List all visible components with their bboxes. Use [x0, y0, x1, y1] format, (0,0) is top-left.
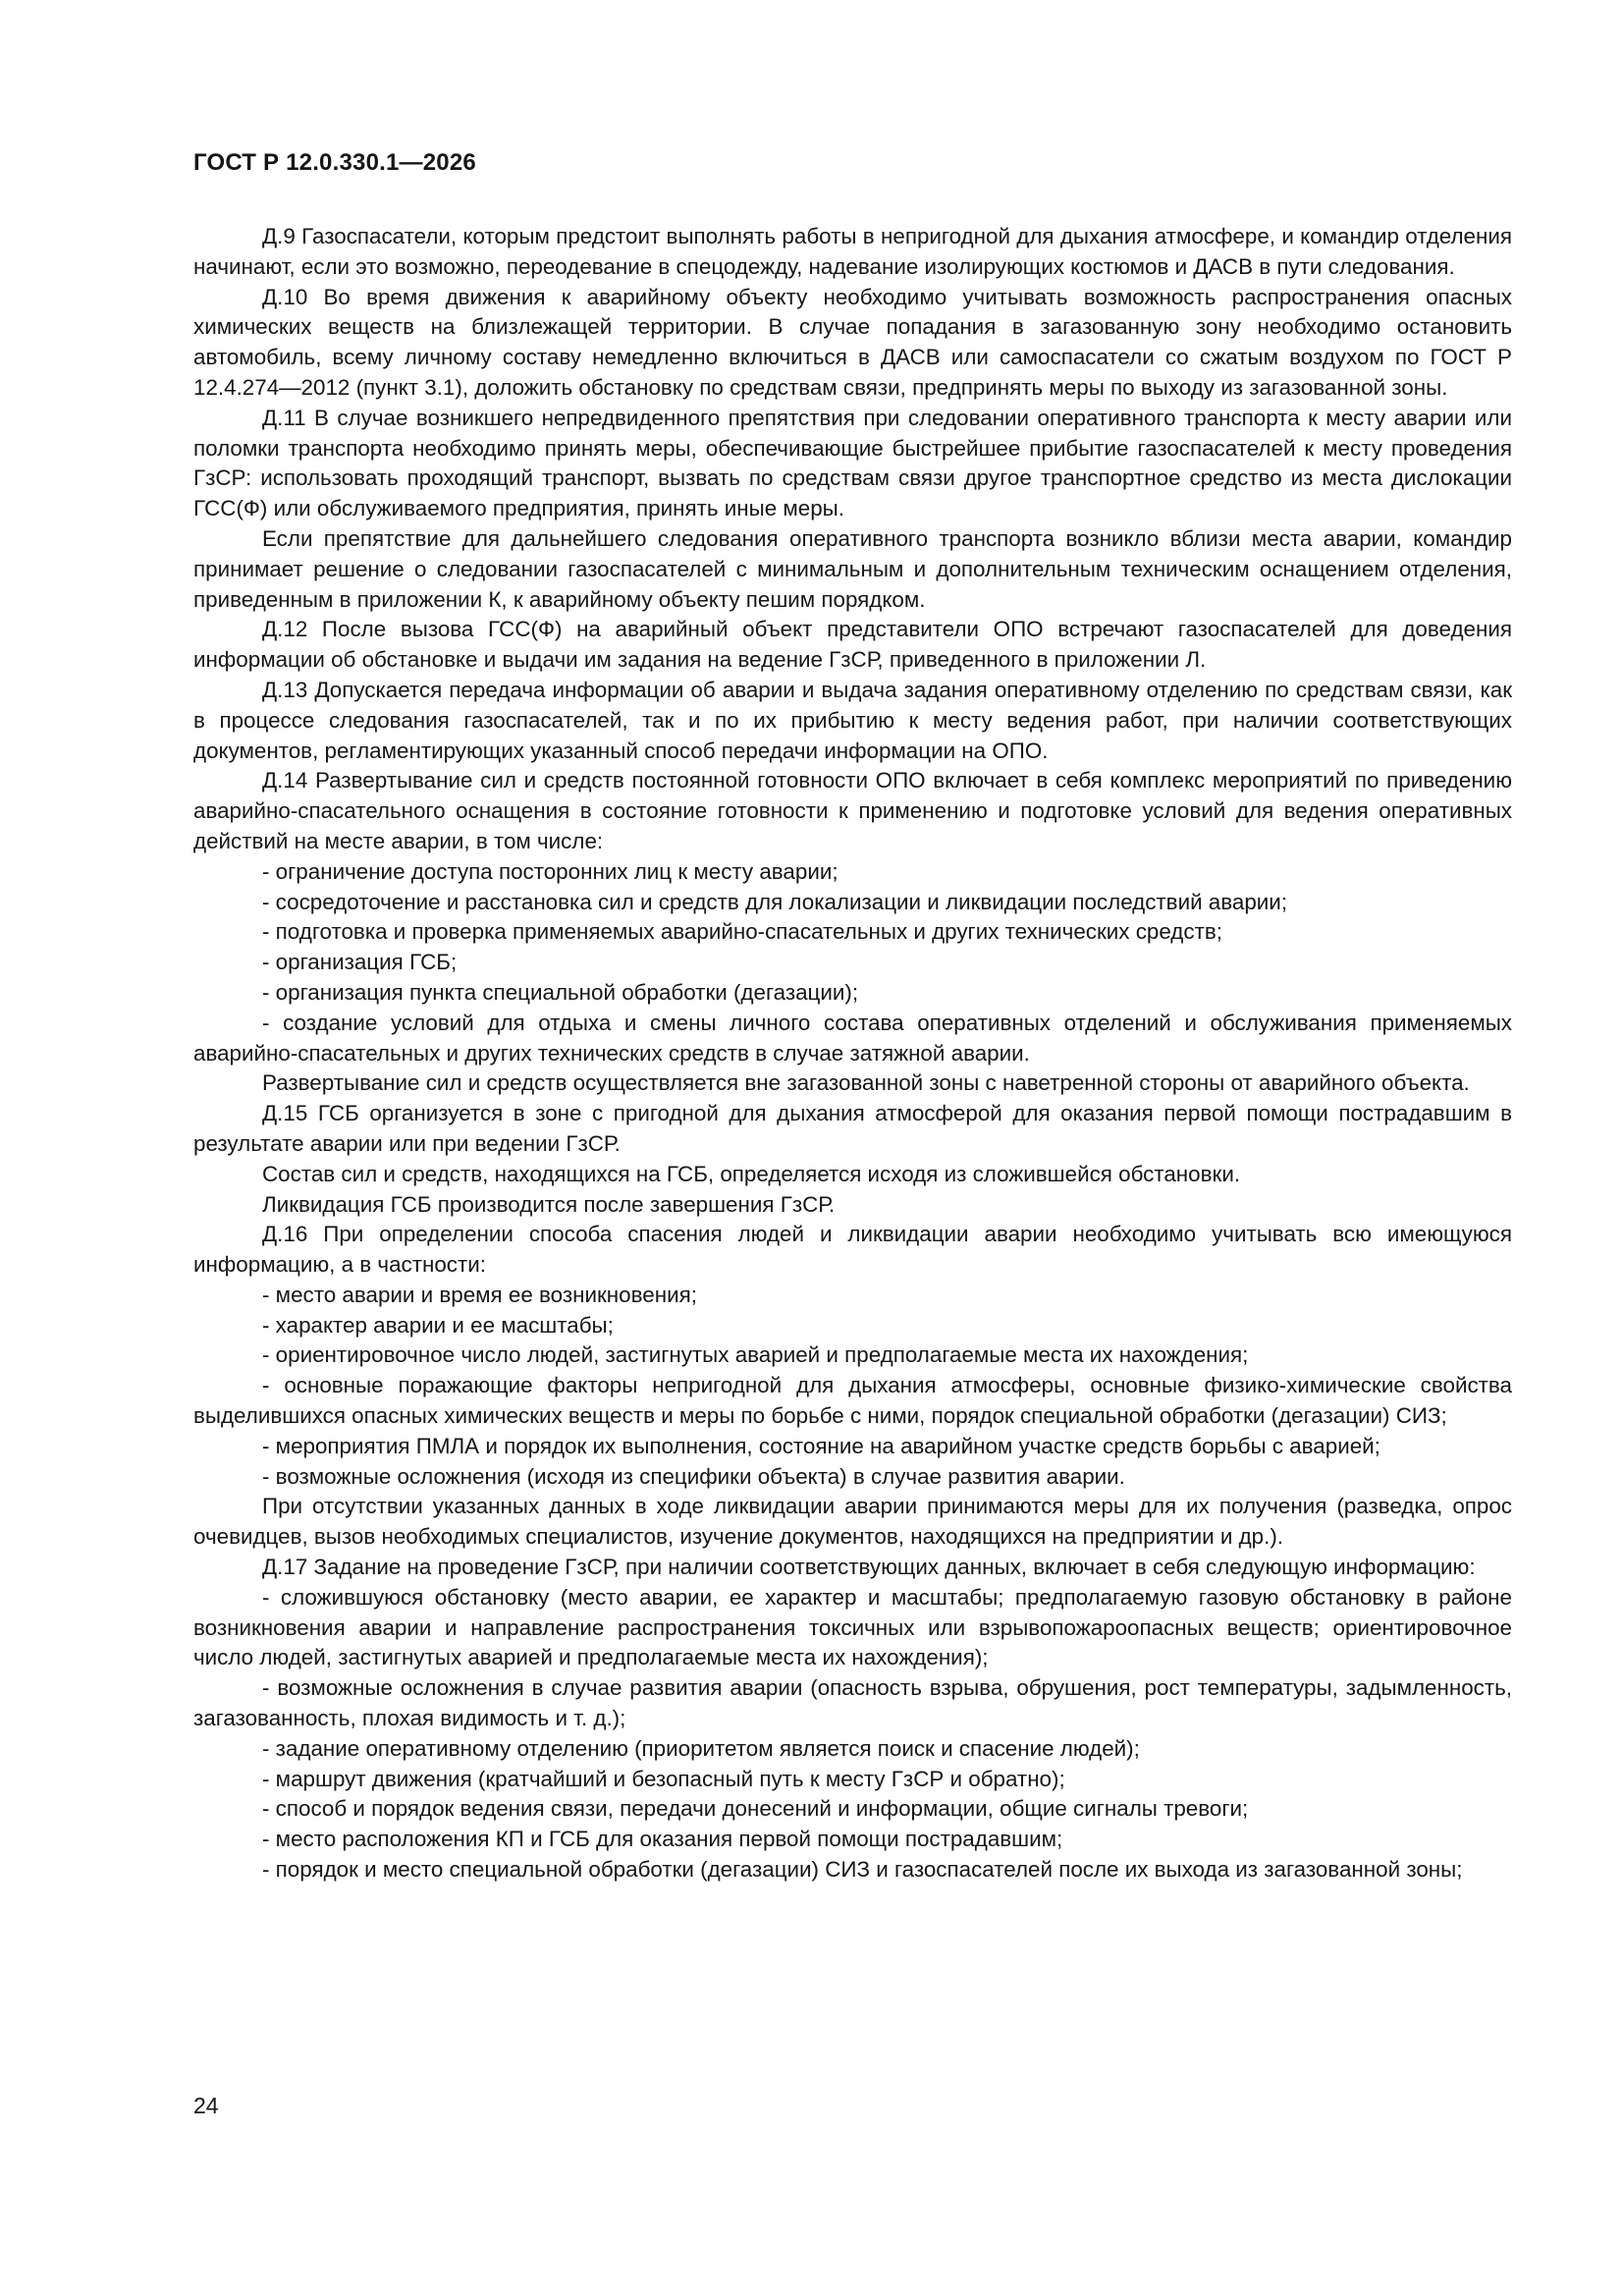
document-body [193, 222, 1512, 1886]
list-item: - мероприятия ПМЛА и порядок их выполнения, состояние на аварийном участке средств борьбы с аварией; [262, 1433, 1380, 1458]
list-item: - возможные осложнения в случае развития аварии (опасность взрыва, обрушения, рост температуры, задымленность, загазованность, плохая видимость и т. д.); [193, 1675, 1512, 1731]
list-item: - способ и порядок ведения связи, передачи донесений и информации, общие сигналы тревоги; [262, 1796, 1249, 1822]
list-item: - задание оперативному отделению (приоритетом является поиск и спасение людей); [262, 1735, 1140, 1761]
paragraph: Развертывание сил и средств осуществляется вне загазованной зоны с наветренной стороны от аварийного объекта. [262, 1070, 1470, 1096]
paragraph: При отсутствии указанных данных в ходе ликвидации аварии принимаются меры для их получения (разведка, опрос очевидцев, вызов необходимых специалистов, изучение документов, находящихся на предприятии и др.). [193, 1494, 1512, 1550]
list-item: - основные поражающие факторы непригодной для дыхания атмосферы, основные физико-химические свойства выделившихся опасных химических веществ и меры по борьбе с ними, порядок специальной обработки (дегазации) СИЗ; [193, 1373, 1512, 1429]
list-item: - организация пункта специальной обработки (дегазации); [262, 979, 859, 1005]
list-item: - возможные осложнения (исходя из специфики объекта) в случае развития аварии. [262, 1463, 1125, 1489]
list-item: - маршрут движения (кратчайший и безопасный путь к месту ГзСР и обратно); [262, 1766, 1065, 1791]
paragraph: Д.16 При определении способа спасения людей и ликвидации аварии необходимо учитывать всю имеющуюся информацию, а в частности: [193, 1222, 1512, 1278]
list-item: - место аварии и время ее возникновения; [262, 1282, 697, 1307]
list-item: - ограничение доступа посторонних лиц к месту аварии; [262, 858, 839, 884]
paragraph: Д.11 В случае возникшего непредвиденного препятствия при следовании оперативного транспорта к месту аварии или поломки транспорта необходимо принять меры, обеспечивающие быстрейшее прибытие газоспасателей к месту проведения ГзСР: использовать проходящий транспорт, вызвать по средствам связи другое транспортное средство из места дислокации ГСС(Ф) или обслуживаемого предприятия, принять иные меры. [193, 405, 1512, 521]
list-item: - сложившуюся обстановку (место аварии, ее характер и масштабы; предполагаемую газовую обстановку в районе возникновения аварии и направление распространения токсичных или взрывопожароопасных веществ; ориентировочное число людей, застигнутых аварией и предполагаемые места их нахождения); [193, 1584, 1512, 1670]
document-header: ГОСТ Р 12.0.330.1—2026 [193, 149, 476, 176]
paragraph: Д.14 Развертывание сил и средств постоянной готовности ОПО включает в себя комплекс мероприятий по приведению аварийно-спасательного оснащения в состояние готовности к применению и подготовке условий для ведения оперативных действий на месте аварии, в том числе: [193, 768, 1512, 853]
paragraph: Состав сил и средств, находящихся на ГСБ, определяется исходя из сложившейся обстановки. [262, 1161, 1241, 1186]
paragraph: Д.17 Задание на проведение ГзСР, при наличии соответствующих данных, включает в себя следующую информацию: [262, 1555, 1476, 1580]
paragraph: Д.15 ГСБ организуется в зоне с пригодной для дыхания атмосферой для оказания первой помощи пострадавшим в результате аварии или при ведении ГзСР. [193, 1101, 1512, 1156]
paragraph: Д.12 После вызова ГСС(Ф) на аварийный объект представители ОПО встречают газоспасателей для доведения информации об обстановке и выдачи им задания на ведение ГзСР, приведенного в приложении Л. [193, 617, 1512, 673]
list-item: - место расположения КП и ГСБ для оказания первой помощи пострадавшим; [262, 1827, 1063, 1852]
paragraph: Если препятствие для дальнейшего следования оперативного транспорта возникло вблизи места аварии, командир принимает решение о следовании газоспасателей с минимальным и дополнительным техническим оснащением отделения, приведенным в приложении К, к аварийному объекту пешим порядком. [193, 525, 1512, 612]
list-item: - организация ГСБ; [262, 950, 458, 975]
list-item: - порядок и место специальной обработки (дегазации) СИЗ и газоспасателей после их выхода из загазованной зоны; [262, 1857, 1463, 1883]
paragraph: Д.10 Во время движения к аварийному объекту необходимо учитывать возможность распространения опасных химических веществ на близлежащей территории. В случае попадания в загазованную зону необходимо остановить автомобиль, всему личному составу немедленно включиться в ДАСВ или самоспасатели со сжатым воздухом по ГОСТ Р 12.4.274—2012 (пункт 3.1), доложить обстановку по средствам связи, предпринять меры по выходу из загазованной зоны. [193, 284, 1512, 400]
paragraph: Д.9 Газоспасатели, которым предстоит выполнять работы в непригодной для дыхания атмосфере, и командир отделения начинают, если это возможно, переодевание в спецодежду, надевание изолирующих костюмов и ДАСВ в пути следования. [193, 224, 1512, 279]
list-item: - подготовка и проверка применяемых аварийно-спасательных и других технических средств; [262, 919, 1222, 945]
list-item: - ориентировочное число людей, застигнутых аварией и предполагаемые места их нахождения; [262, 1342, 1249, 1368]
list-item: - создание условий для отдыха и смены личного состава оперативных отделений и обслуживания применяемых аварийно-спасательных и других технических средств в случае затяжной аварии. [193, 1010, 1512, 1066]
list-item: - сосредоточение и расстановка сил и средств для локализации и ликвидации последствий аварии; [262, 889, 1288, 914]
paragraph: Ликвидация ГСБ производится после завершения ГзСР. [262, 1191, 836, 1217]
paragraph: Д.13 Допускается передача информации об аварии и выдача задания оперативному отделению по средствам связи, как в процессе следования газоспасателей, так и по их прибытию к месту ведения работ, при наличии соответствующих документов, регламентирующих указанный способ передачи информации на ОПО. [193, 677, 1512, 763]
page-number: 24 [193, 2093, 219, 2118]
list-item: - характер аварии и ее масштабы; [262, 1312, 614, 1338]
